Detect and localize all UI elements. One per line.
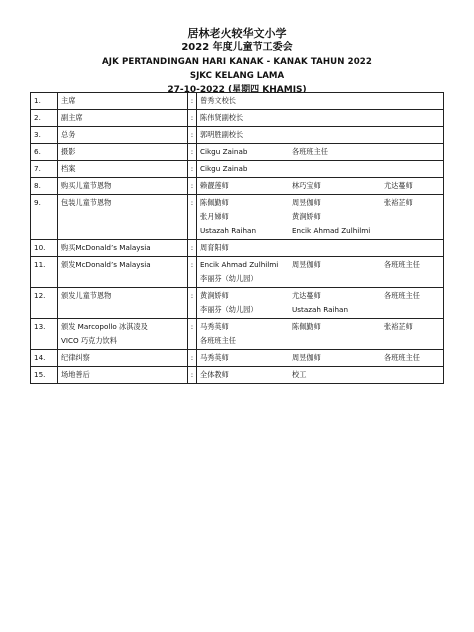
members-cell: [197, 257, 444, 288]
school-name: 居林老火较华文小学: [187, 27, 287, 40]
colon-separator: :: [188, 195, 197, 240]
member-name: 张裕芷师: [384, 322, 413, 331]
row-number: 1.: [31, 93, 58, 110]
members-cell: [197, 110, 444, 127]
member-name: Encik Ahmad Zulhilmi: [200, 260, 279, 269]
task-cell: 购买McDonald’s Malaysia: [58, 240, 188, 257]
members-cell: [197, 161, 444, 178]
member-name: 尤达蔓师: [292, 291, 321, 300]
member-name: 各班班主任: [384, 291, 420, 300]
member-name: 全体教师: [200, 370, 229, 379]
colon-separator: :: [188, 178, 197, 195]
member-name: 校工: [292, 370, 307, 379]
member-name: 陈佩勤师: [292, 322, 321, 331]
member-name: 张裕芷师: [384, 198, 413, 207]
member-name: 李丽芬（幼儿园）: [200, 274, 258, 283]
members-cell: [197, 127, 444, 144]
colon-separator: :: [188, 288, 197, 319]
members-cell: [197, 195, 444, 240]
member-name: 尤达蔓师: [384, 181, 413, 190]
member-name: 周昱伽师: [292, 260, 321, 269]
row-number: 2.: [31, 110, 58, 127]
committee-table-body: [31, 93, 444, 384]
member-name: Ustazah Raihan: [200, 226, 256, 235]
member-name: 郭明胜副校长: [200, 130, 244, 139]
member-name: 张月娣师: [200, 212, 229, 221]
table-row: [31, 110, 444, 127]
colon-separator: :: [188, 161, 197, 178]
colon-separator: :: [188, 367, 197, 384]
colon-separator: :: [188, 350, 197, 367]
members-line: [200, 289, 440, 303]
members-line: [200, 224, 440, 238]
member-name: 陈伟贤副校长: [200, 113, 244, 122]
committee-table: [30, 92, 444, 384]
task-cell: 总务: [58, 127, 188, 144]
colon-separator: :: [188, 127, 197, 144]
table-row: [31, 240, 444, 257]
row-number: 10.: [31, 240, 58, 257]
table-row: [31, 178, 444, 195]
table-row: [31, 144, 444, 161]
member-name: 李丽芬（幼儿园）: [200, 305, 258, 314]
members-line: [200, 128, 440, 142]
members-line: [200, 320, 440, 334]
task-cell: 摄影: [58, 144, 188, 161]
member-name: 黄涧娇师: [200, 291, 229, 300]
event-date: 27-10-2022 (星期四 KHAMIS): [167, 85, 307, 95]
task-cell: 主席: [58, 93, 188, 110]
task-cell: 包装儿童节恩物: [58, 195, 188, 240]
member-name: 陈佩勤师: [200, 198, 229, 207]
member-name: 周育阳师: [200, 243, 229, 252]
members-line: [200, 241, 440, 255]
row-number: 15.: [31, 367, 58, 384]
task-cell: 纪律纠察: [58, 350, 188, 367]
malay-title: AJK PERTANDINGAN HARI KANAK - KANAK TAHUN 2022: [102, 57, 372, 67]
members-cell: [197, 144, 444, 161]
row-number: 12.: [31, 288, 58, 319]
task-cell: [58, 319, 188, 350]
row-number: 8.: [31, 178, 58, 195]
colon-separator: :: [188, 93, 197, 110]
member-name: 各班班主任: [200, 336, 236, 345]
row-number: 14.: [31, 350, 58, 367]
member-name: 马秀英师: [200, 353, 229, 362]
row-number: 6.: [31, 144, 58, 161]
members-line: [200, 351, 440, 365]
table-row: [31, 288, 444, 319]
members-line: [200, 179, 440, 193]
colon-separator: :: [188, 257, 197, 288]
members-line: [200, 145, 440, 159]
task-label-line: 颁发 Marcopollo 冰淇凌及: [61, 322, 148, 331]
task-cell: 档案: [58, 161, 188, 178]
members-cell: [197, 288, 444, 319]
members-line: [200, 196, 440, 210]
members-cell: [197, 367, 444, 384]
members-line: [200, 258, 440, 272]
member-name: 马秀英师: [200, 322, 229, 331]
member-name: 赖靓莲师: [200, 181, 229, 190]
table-row: [31, 127, 444, 144]
table-row: [31, 367, 444, 384]
row-number: 9.: [31, 195, 58, 240]
table-row: [31, 350, 444, 367]
member-name: 林巧宝师: [292, 181, 321, 190]
member-name: Cikgu Zainab: [200, 147, 248, 156]
members-line: [200, 272, 440, 286]
table-row: [31, 93, 444, 110]
members-line: [200, 303, 440, 317]
members-cell: [197, 178, 444, 195]
member-name: 黄涧娇师: [292, 212, 321, 221]
row-number: 3.: [31, 127, 58, 144]
member-name: 各班班主任: [384, 353, 420, 362]
committee-title: 2022 年度儿童节工委会: [181, 42, 293, 53]
members-line: [200, 162, 440, 176]
task-cell: 副主席: [58, 110, 188, 127]
member-name: Ustazah Raihan: [292, 305, 348, 314]
task-cell: 购买儿童节恩物: [58, 178, 188, 195]
member-name: 各班班主任: [384, 260, 420, 269]
colon-separator: :: [188, 110, 197, 127]
members-cell: [197, 350, 444, 367]
document-header: [0, 27, 474, 97]
colon-separator: :: [188, 319, 197, 350]
member-name: 周昱伽师: [292, 198, 321, 207]
row-number: 11.: [31, 257, 58, 288]
task-cell: 颁发McDonald’s Malaysia: [58, 257, 188, 288]
members-line: [200, 111, 440, 125]
colon-separator: :: [188, 144, 197, 161]
table-row: [31, 319, 444, 350]
members-cell: [197, 93, 444, 110]
task-label-line: VICO 巧克力饮料: [61, 336, 117, 345]
school-malay-name: SJKC KELANG LAMA: [189, 71, 285, 81]
colon-separator: :: [188, 240, 197, 257]
members-line: [200, 210, 440, 224]
table-row: [31, 257, 444, 288]
task-cell: 颁发儿童节恩物: [58, 288, 188, 319]
members-cell: [197, 240, 444, 257]
table-row: [31, 195, 444, 240]
members-line: [200, 334, 440, 348]
members-cell: [197, 319, 444, 350]
member-name: Encik Ahmad Zulhilmi: [292, 226, 371, 235]
row-number: 7.: [31, 161, 58, 178]
members-line: [200, 94, 440, 108]
member-name: 周昱伽师: [292, 353, 321, 362]
member-name: Cikgu Zainab: [200, 164, 248, 173]
members-line: [200, 368, 440, 382]
table-row: [31, 161, 444, 178]
row-number: 13.: [31, 319, 58, 350]
member-name: 曾秀文校长: [200, 96, 236, 105]
member-name: 各班班主任: [292, 147, 328, 156]
task-cell: 场地善后: [58, 367, 188, 384]
